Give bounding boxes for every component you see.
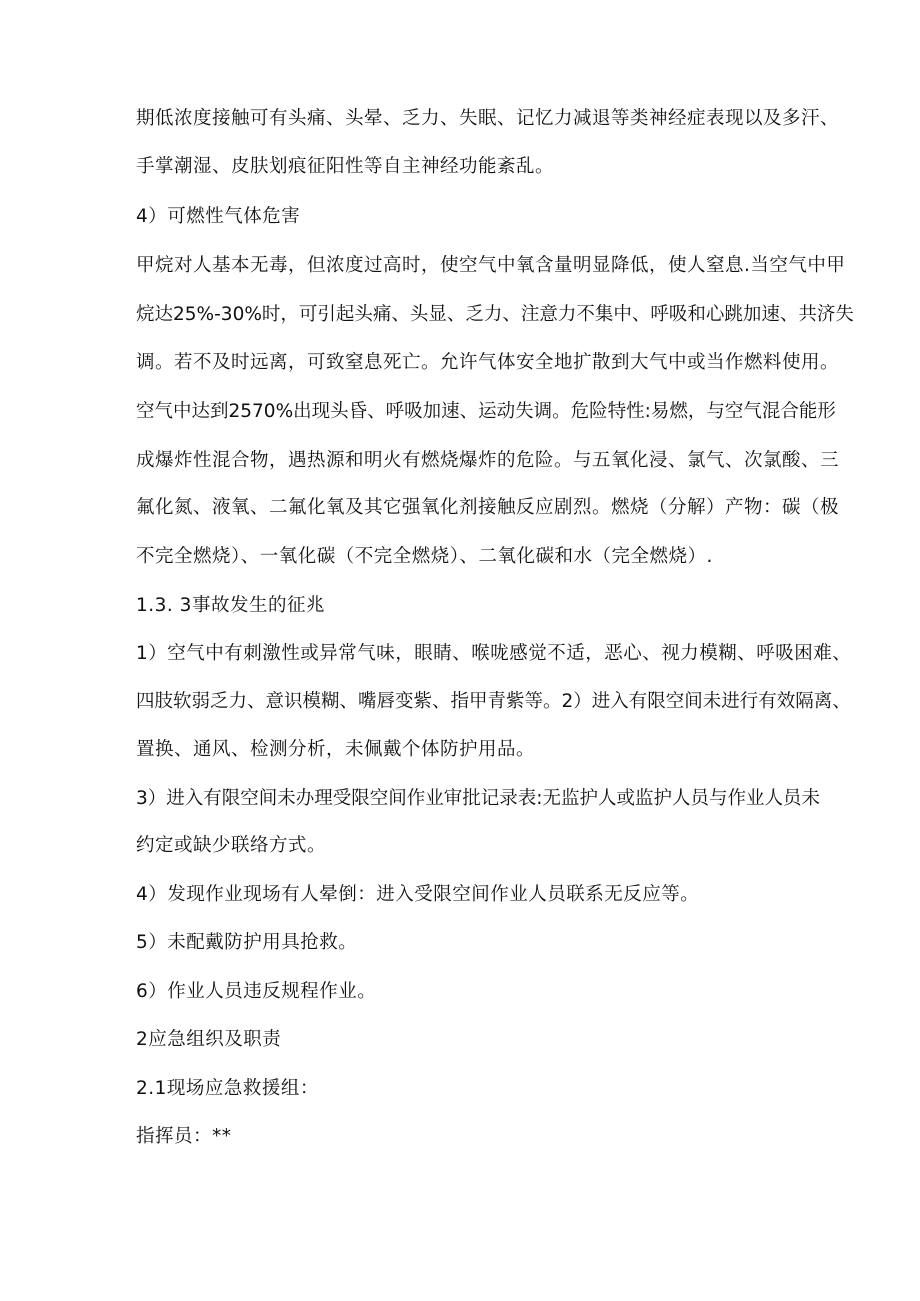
text-line-12: 1）空气中有刺激性或异常气味，眼睛、喉咙感觉不适，恶心、视力模糊、呼吸困难、 bbox=[136, 643, 852, 664]
text-line-8: 成爆炸性混合物，遇热源和明火有燃烧爆炸的危险。与五氧化浸、氯气、次氯酸、三 bbox=[136, 450, 840, 471]
text-line-9: 氟化氮、液氧、二氟化氧及其它强氧化剂接触反应剧烈。燃烧（分解）产物：碳（极 bbox=[136, 497, 840, 518]
text-line-4: 甲烷对人基本无毒，但浓度过高时，使空气中氧含量明显降低，使人窒息.当空气中甲 bbox=[136, 255, 846, 276]
commander-line: 指挥员：** bbox=[136, 1126, 232, 1147]
text-line-10: 不完全燃烧）、一氧化碳（不完全燃烧）、二氧化碳和水（完全燃烧）. bbox=[136, 546, 713, 567]
text-line-18: 5）未配戴防护用具抢救。 bbox=[136, 932, 358, 953]
text-line-6: 调。若不及时远离，可致窒息死亡。允许气体安全地扩散到大气中或当作燃料使用。 bbox=[136, 352, 840, 373]
section-heading-accident-signs: 1.3. 3事故发生的征兆 bbox=[136, 595, 325, 616]
text-line-15: 3）进入有限空间未办理受限空间作业审批记录表:无监护人或监护人员与作业人员未 bbox=[136, 788, 821, 809]
text-line-16: 约定或缺少联络方式。 bbox=[136, 835, 327, 856]
text-line-2: 手掌潮湿、皮肤划痕征阳性等自主神经功能紊乱。 bbox=[136, 156, 555, 177]
text-line-13: 四肢软弱乏力、意识模糊、嘴唇变紫、指甲青紫等。2）进入有限空间未进行有效隔离、 bbox=[136, 691, 851, 712]
section-heading-rescue-team: 2.1现场应急救援组： bbox=[136, 1078, 319, 1099]
section-heading-emergency-organization: 2应急组织及职责 bbox=[136, 1029, 282, 1050]
text-line-17: 4）发现作业现场有人晕倒：进入受限空间作业人员联系无反应等。 bbox=[136, 884, 700, 905]
text-line-7: 空气中达到2570%出现头昏、呼吸加速、运动失调。危险特性:易燃，与空气混合能形 bbox=[136, 401, 836, 422]
section-heading-flammable-gas: 4）可燃性气体危害 bbox=[136, 206, 301, 227]
text-line-5: 烷达25%-30%时，可引起头痛、头显、乏力、注意力不集中、呼吸和心跳加速、共济失 bbox=[136, 304, 854, 325]
text-line-14: 置换、通风、检测分析，未佩戴个体防护用品。 bbox=[136, 739, 536, 760]
text-line-1: 期低浓度接触可有头痛、头晕、乏力、失眠、记忆力减退等类神经症表现以及多汗、 bbox=[136, 108, 840, 129]
text-line-19: 6）作业人员违反规程作业。 bbox=[136, 981, 377, 1002]
